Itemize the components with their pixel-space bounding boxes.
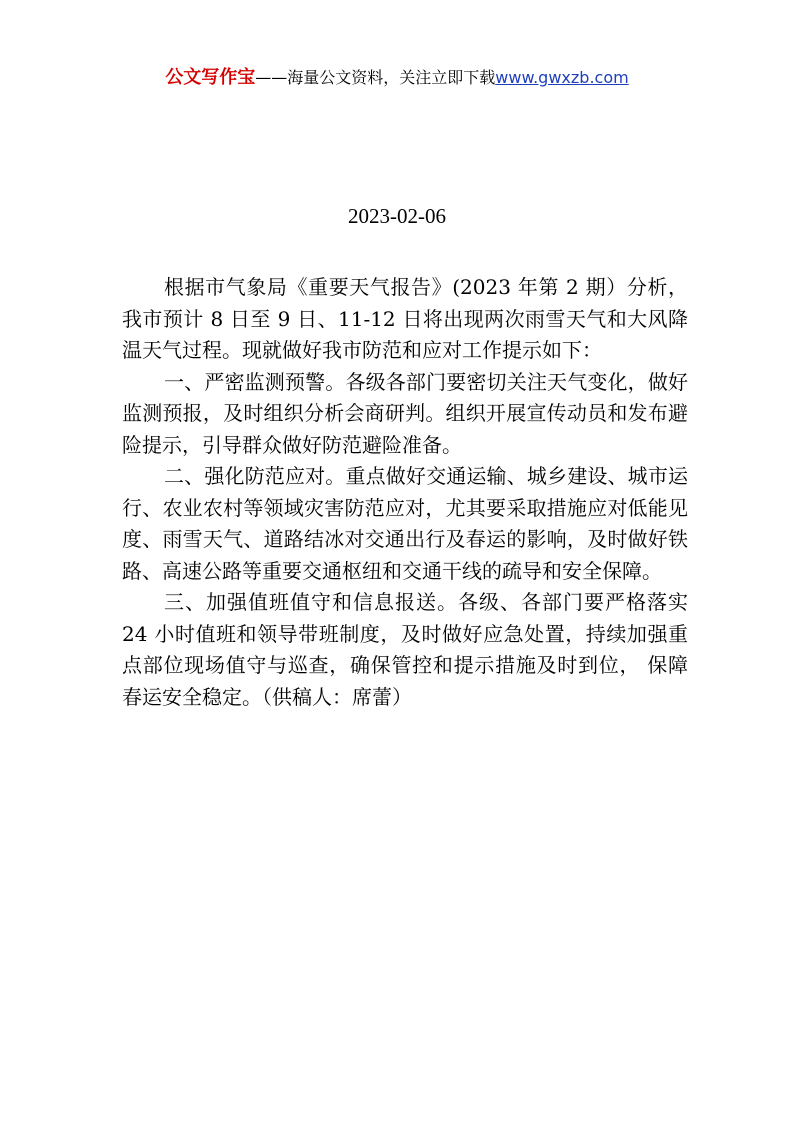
document-date: 2023-02-06 xyxy=(348,204,446,228)
page-header xyxy=(0,64,794,92)
section-three-paragraph: 三、加强值班值守和信息报送。各级、各部门要严格落实 24 小时值班和领导带班制度，及时做好应急处置，持续加强重点部位现场值守与巡查，确保管控和提示措施及时到位， 保障春运安全稳定。（供稿人：席蕾） xyxy=(122,590,688,709)
section-two-paragraph: 二、强化防范应对。重点做好交通运输、城乡建设、城市运行、农业农村等领域灾害防范应对，尤其要采取措施应对低能见度、雨雪天气、道路结冰对交通出行及春运的影响，及时做好铁路、高速公路等重要交通枢纽和交通干线的疏导和安全保障。 xyxy=(122,464,688,583)
header-tagline: ——海量公文资料，关注立即下载 xyxy=(255,68,496,87)
intro-paragraph: 根据市气象局《重要天气报告》(2023 年第 2 期）分析，我市预计 8 日至 9 日、11-12 日将出现两次雨雪天气和大风降温天气过程。现就做好我市防范和应对工作提示如下： xyxy=(122,275,688,362)
website-link[interactable]: www.gwxzb.com xyxy=(495,68,629,87)
document-body xyxy=(122,272,688,713)
brand-name: 公文写作宝 xyxy=(165,67,256,88)
section-one-paragraph: 一、严密监测预警。各级各部门要密切关注天气变化，做好监测预报，及时组织分析会商研判。组织开展宣传动员和发布避险提示，引导群众做好防范避险准备。 xyxy=(122,369,688,457)
